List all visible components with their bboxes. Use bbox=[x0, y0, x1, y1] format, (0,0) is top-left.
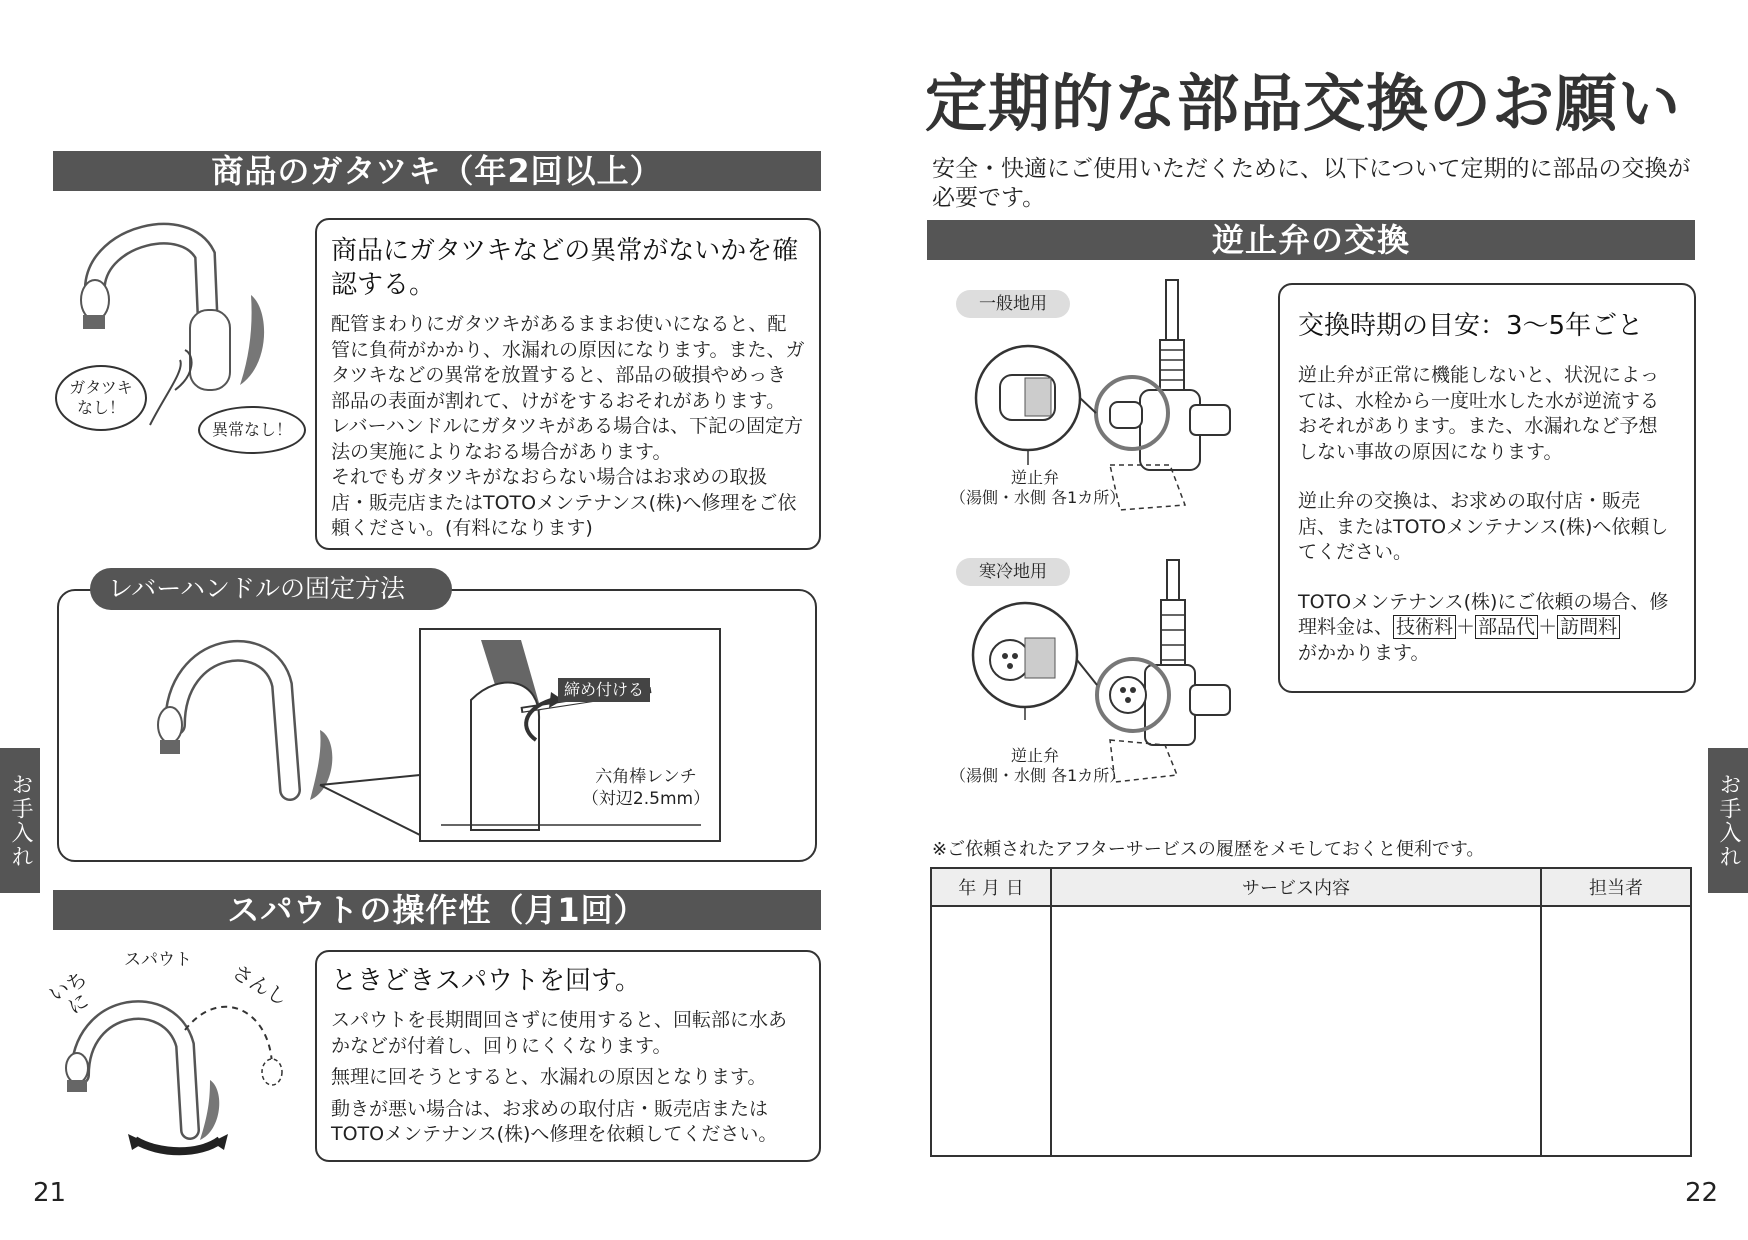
replacement-para-1: 逆止弁が正常に機能しないと、状況によっては、水栓から一度吐水した水が逆流するおそれがあります。また、水漏れなど予想しない事故の原因になります。 bbox=[1298, 364, 1660, 463]
pill-cold-area: 寒冷地用 bbox=[956, 558, 1070, 586]
valve-label-general: 逆止弁 （湯側・水側 各1カ所） bbox=[950, 468, 1126, 507]
fee-visit: 訪問料 bbox=[1557, 615, 1620, 639]
fee-plus-2: ＋ bbox=[1538, 616, 1558, 638]
fee-intro: TOTOメンテナンス(株)にご依頼の場合、修理料金は、 bbox=[1298, 590, 1669, 638]
lever-fix-tab: レバーハンドルの固定方法 bbox=[90, 568, 452, 610]
lever-detail-panel bbox=[419, 628, 721, 842]
valve-label-cold: 逆止弁 （湯側・水側 各1カ所） bbox=[950, 746, 1126, 785]
hex-wrench-label: 六角棒レンチ （対辺2.5mm） bbox=[581, 767, 711, 809]
callout-lines bbox=[320, 760, 420, 840]
spout-label: スパウト bbox=[124, 950, 192, 970]
side-tab-left: お手入れ bbox=[0, 748, 40, 893]
fee-parts: 部品代 bbox=[1475, 615, 1538, 639]
rattle-check-body: 配管まわりにガタツキがあるままお使いになると、配管に負荷がかかり、水漏れの原因になります。また、ガタツキなどの異常を放置すると、部品の破損やめっき部品の表面が割れて、けがをするおそれがあります。 レバーハンドルにガタツキがある場合は、下記の固定方法の実施によりなおる場合があります。 それでもガタツキがなおらない場合はお求めの取扱店・販売店またはTOTOメンテナンス(株)へ修理をご依頼ください。(有料になります) bbox=[331, 313, 805, 539]
section-bar-check-valve bbox=[927, 220, 1695, 260]
bubble-no-rattle: ガタツキなし！ bbox=[55, 365, 147, 431]
intro-text: 安全・快適にご使用いただくために、以下について定期的に部品の交換が必要です。 bbox=[932, 156, 1691, 211]
spout-box-title: ときどきスパウトを回す。 bbox=[331, 966, 641, 996]
spout-rotation-illustration bbox=[50, 990, 300, 1160]
replacement-para-3 bbox=[1298, 590, 1676, 667]
table-cell-service bbox=[1051, 906, 1541, 1156]
bubble-no-problem: 異常なし！ bbox=[198, 406, 306, 454]
table-cell-date bbox=[931, 906, 1051, 1156]
san-shi-label: さんし bbox=[228, 959, 292, 1011]
pill-general-area: 一般地用 bbox=[956, 290, 1070, 318]
fee-technical: 技術料 bbox=[1393, 615, 1456, 639]
fee-plus-1: ＋ bbox=[1456, 616, 1476, 638]
section-bar-spout bbox=[53, 890, 821, 930]
section-bar-rattle bbox=[53, 151, 821, 191]
rattle-check-box bbox=[315, 218, 821, 550]
side-tab-right: お手入れ bbox=[1708, 748, 1748, 893]
page-number-right: 22 bbox=[1685, 1178, 1719, 1208]
spout-para-3: 動きが悪い場合は、お求めの取付店・販売店またはTOTOメンテナンス(株)へ修理を依頼してください。 bbox=[331, 1097, 778, 1145]
table-header-date: 年 月 日 bbox=[931, 868, 1051, 906]
replacement-timing-title: 交換時期の目安：3～5年ごと bbox=[1298, 311, 1644, 341]
table-header-service: サービス内容 bbox=[1051, 868, 1541, 906]
section-title-rattle: 商品のガタツキ（年2回以上） bbox=[211, 152, 663, 190]
rattle-check-title: 商品にガタツキなどの異常がないかを確認する。 bbox=[331, 236, 799, 300]
tighten-label: 締め付ける bbox=[558, 678, 650, 702]
ichi-ni-label: いちに bbox=[44, 965, 93, 1020]
table-header-person: 担当者 bbox=[1541, 868, 1691, 906]
section-title-check-valve: 逆止弁の交換 bbox=[1211, 221, 1410, 259]
page-title: 定期的な部品交換のお願い bbox=[925, 67, 1682, 140]
spout-box bbox=[315, 950, 821, 1162]
fee-outro: がかかります。 bbox=[1298, 641, 1430, 664]
section-title-spout: スパウトの操作性（月1回） bbox=[227, 891, 647, 929]
page-number-left: 21 bbox=[33, 1178, 67, 1208]
spout-para-2: 無理に回そうとすると、水漏れの原因となります。 bbox=[331, 1066, 767, 1088]
memo-note: ※ご依頼されたアフターサービスの履歴をメモしておくと便利です。 bbox=[932, 839, 1485, 860]
replacement-timing-box bbox=[1278, 283, 1696, 693]
table-cell-person bbox=[1541, 906, 1691, 1156]
spout-para-1: スパウトを長期間回さずに使用すると、回転部に水あかなどが付着し、回りにくくなります。 bbox=[331, 1009, 788, 1057]
service-history-table bbox=[930, 867, 1692, 1157]
replacement-para-2: 逆止弁の交換は、お求めの取付店・販売店、またはTOTOメンテナンス(株)へ依頼してください。 bbox=[1298, 490, 1669, 563]
